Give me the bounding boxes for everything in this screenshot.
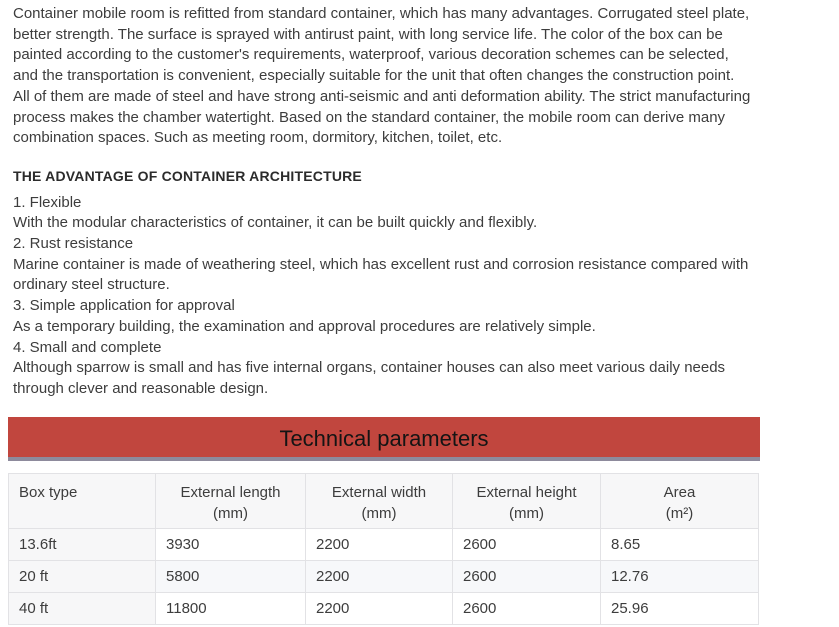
banner-title: Technical parameters bbox=[279, 425, 489, 451]
table-cell-box-type: 20 ft bbox=[9, 560, 156, 592]
table-row bbox=[9, 560, 759, 592]
advantage-description: As a temporary building, the examination and approval procedures are relatively simple. bbox=[13, 317, 596, 335]
header-label: Box type bbox=[19, 483, 78, 501]
table-cell-external-height: 2600 bbox=[453, 592, 601, 624]
table-cell-external-width: 2200 bbox=[306, 560, 453, 592]
advantage-title: 4. Small and complete bbox=[13, 338, 162, 356]
header-label: Area bbox=[663, 483, 696, 501]
table-header-external-height bbox=[453, 473, 601, 528]
table-header-row bbox=[9, 473, 759, 528]
table-cell-external-length: 3930 bbox=[156, 528, 306, 560]
header-sublabel: (mm) bbox=[361, 504, 397, 522]
table-cell-box-type: 13.6ft bbox=[9, 528, 156, 560]
header-label: External length bbox=[180, 483, 281, 501]
advantage-description: With the modular characteristics of container, it can be built quickly and flexibly. bbox=[13, 214, 538, 232]
table-cell-external-width: 2200 bbox=[306, 528, 453, 560]
advantages-heading: THE ADVANTAGE OF CONTAINER ARCHITECTURE bbox=[13, 167, 362, 184]
header-sublabel: (mm) bbox=[213, 504, 248, 522]
table-header-area bbox=[601, 473, 759, 528]
advantage-description: Marine container is made of weathering steel, which has excellent rust and corrosion resistance compared with ordinary steel structure. bbox=[13, 255, 749, 294]
advantage-title: 2. Rust resistance bbox=[13, 235, 134, 253]
table-cell-area: 25.96 bbox=[601, 592, 759, 624]
header-sublabel: (mm) bbox=[509, 504, 544, 522]
advantage-item bbox=[13, 193, 755, 234]
table-cell-external-width: 2200 bbox=[306, 592, 453, 624]
advantages-list bbox=[13, 193, 755, 400]
intro-paragraph: Container mobile room is refitted from standard container, which has many advantages. Corrugated steel plate, better strength. The surface is sprayed with antirust paint, with long service life. The color of the box can be painted according to the customer's requirements, waterproof, various decoration schemes can be selected, and the transportation is convenient, especially suitable for the unit that often changes the construction point. All of them are made of steel and have strong anti-seismic and anti deformation ability. The strict manufacturing process makes the chamber watertight. Based on the standard container, the mobile room can derive many combination spaces. Such as meeting room, dormitory, kitchen, toilet, etc. bbox=[13, 5, 751, 147]
advantage-title: 1. Flexible bbox=[13, 193, 82, 211]
header-label: External width bbox=[331, 483, 427, 501]
table-cell-external-height: 2600 bbox=[453, 528, 601, 560]
table-cell-external-height: 2600 bbox=[453, 560, 601, 592]
table-cell-area: 8.65 bbox=[601, 528, 759, 560]
advantage-title: 3. Simple application for approval bbox=[13, 297, 235, 315]
table-cell-box-type: 40 ft bbox=[9, 592, 156, 624]
advantage-item bbox=[13, 338, 755, 400]
table-header-external-length bbox=[156, 473, 306, 528]
table-cell-external-length: 5800 bbox=[156, 560, 306, 592]
table-header-external-width bbox=[306, 473, 453, 528]
advantage-item bbox=[13, 234, 755, 296]
table-row bbox=[9, 528, 759, 560]
table-cell-area: 12.76 bbox=[601, 560, 759, 592]
advantage-description: Although sparrow is small and has five internal organs, container houses can also meet various daily needs through clever and reasonable design. bbox=[13, 359, 726, 397]
advantage-item bbox=[13, 296, 755, 337]
technical-parameters-banner bbox=[8, 417, 760, 461]
header-sublabel: (m²) bbox=[665, 504, 694, 522]
header-label: External height bbox=[476, 483, 577, 501]
table-header-box-type bbox=[9, 473, 156, 528]
technical-parameters-table bbox=[8, 473, 759, 625]
table-row bbox=[9, 592, 759, 624]
table-cell-external-length: 11800 bbox=[156, 592, 306, 624]
